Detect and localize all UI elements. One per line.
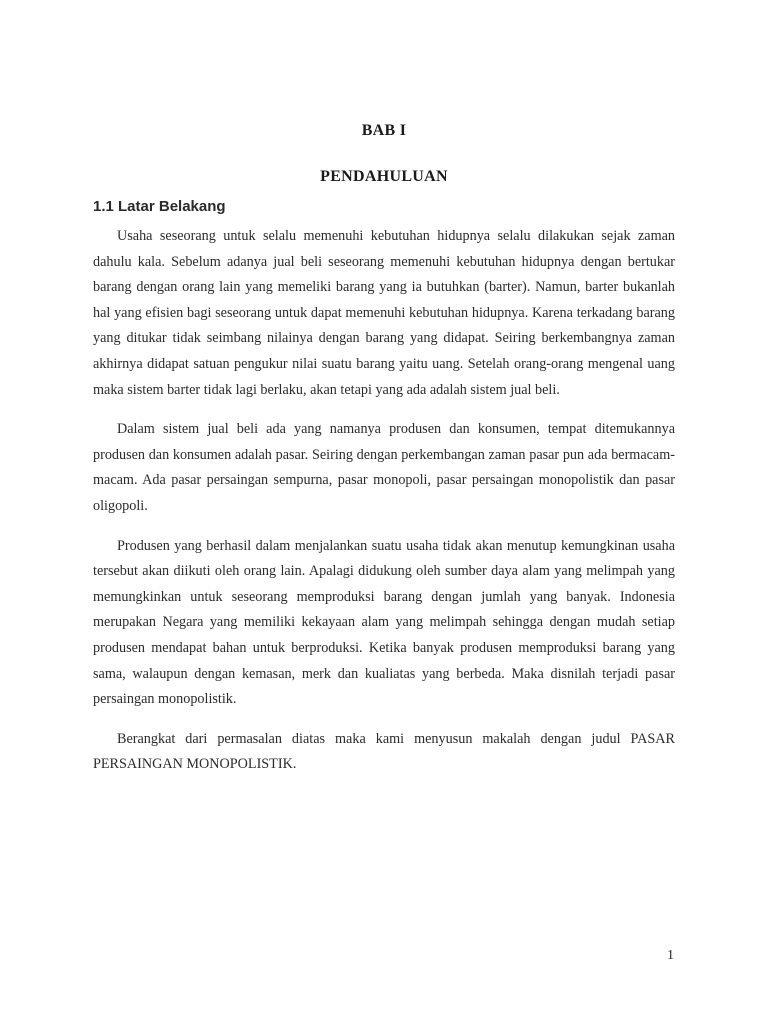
paragraph: Usaha seseorang untuk selalu memenuhi kebutuhan hidupnya selalu dilakukan sejak zaman dahulu kala. Sebelum adanya jual beli seseorang memenuhi kebutuhan hidupnya dengan bertukar barang dengan orang lain yang memeliki barang yang ia butuhkan (barter). Namun, barter bukanlah hal yang efisien bagi seseorang untuk dapat memenuhi kebutuhan hidupnya. Karena terkadang barang yang ditukar tidak seimbang nilainya dengan barang yang didapat. Seiring berkembangnya zaman akhirnya didapat satuan pengukur nilai suatu barang yaitu uang. Setelah orang-orang mengenal uang maka sistem barter tidak lagi berlaku, akan tetapi yang ada adalah sistem jual beli. <box>93 228 675 398</box>
paragraph: Dalam sistem jual beli ada yang namanya produsen dan konsumen, tempat ditemukannya produsen dan konsumen adalah pasar. Seiring dengan perkembangan zaman pasar pun ada bermacam-macam. Ada pasar persaingan sempurna, pasar monopoli, pasar persaingan monopolistik dan pasar oligopoli. <box>93 421 675 514</box>
chapter-number: BAB I <box>361 122 407 139</box>
section-heading: 1.1 Latar Belakang <box>93 198 226 215</box>
page-number: 1 <box>667 948 674 963</box>
body-text <box>93 224 675 792</box>
paragraph: Berangkat dari permasalan diatas maka kami menyusun makalah dengan judul PASAR PERSAINGAN MONOPOLISTIK. <box>93 730 675 773</box>
paragraph: Produsen yang berhasil dalam menjalankan suatu usaha tidak akan menutup kemungkinan usaha tersebut akan diikuti oleh orang lain. Apalagi didukung oleh sumber daya alam yang melimpah yang memungkinkan untuk seseorang memproduksi barang dengan jumlah yang banyak. Indonesia merupakan Negara yang memiliki kekayaan alam yang melimpah sehingga dengan mudah setiap produsen mendapat bahan untuk berproduksi. Ketika banyak produsen memproduksi barang yang sama, walaupun dengan kemasan, merk dan kualiatas yang berbeda. Maka disnilah terjadi pasar persaingan monopolistik. <box>93 537 675 708</box>
chapter-title: PENDAHULUAN <box>320 168 448 185</box>
